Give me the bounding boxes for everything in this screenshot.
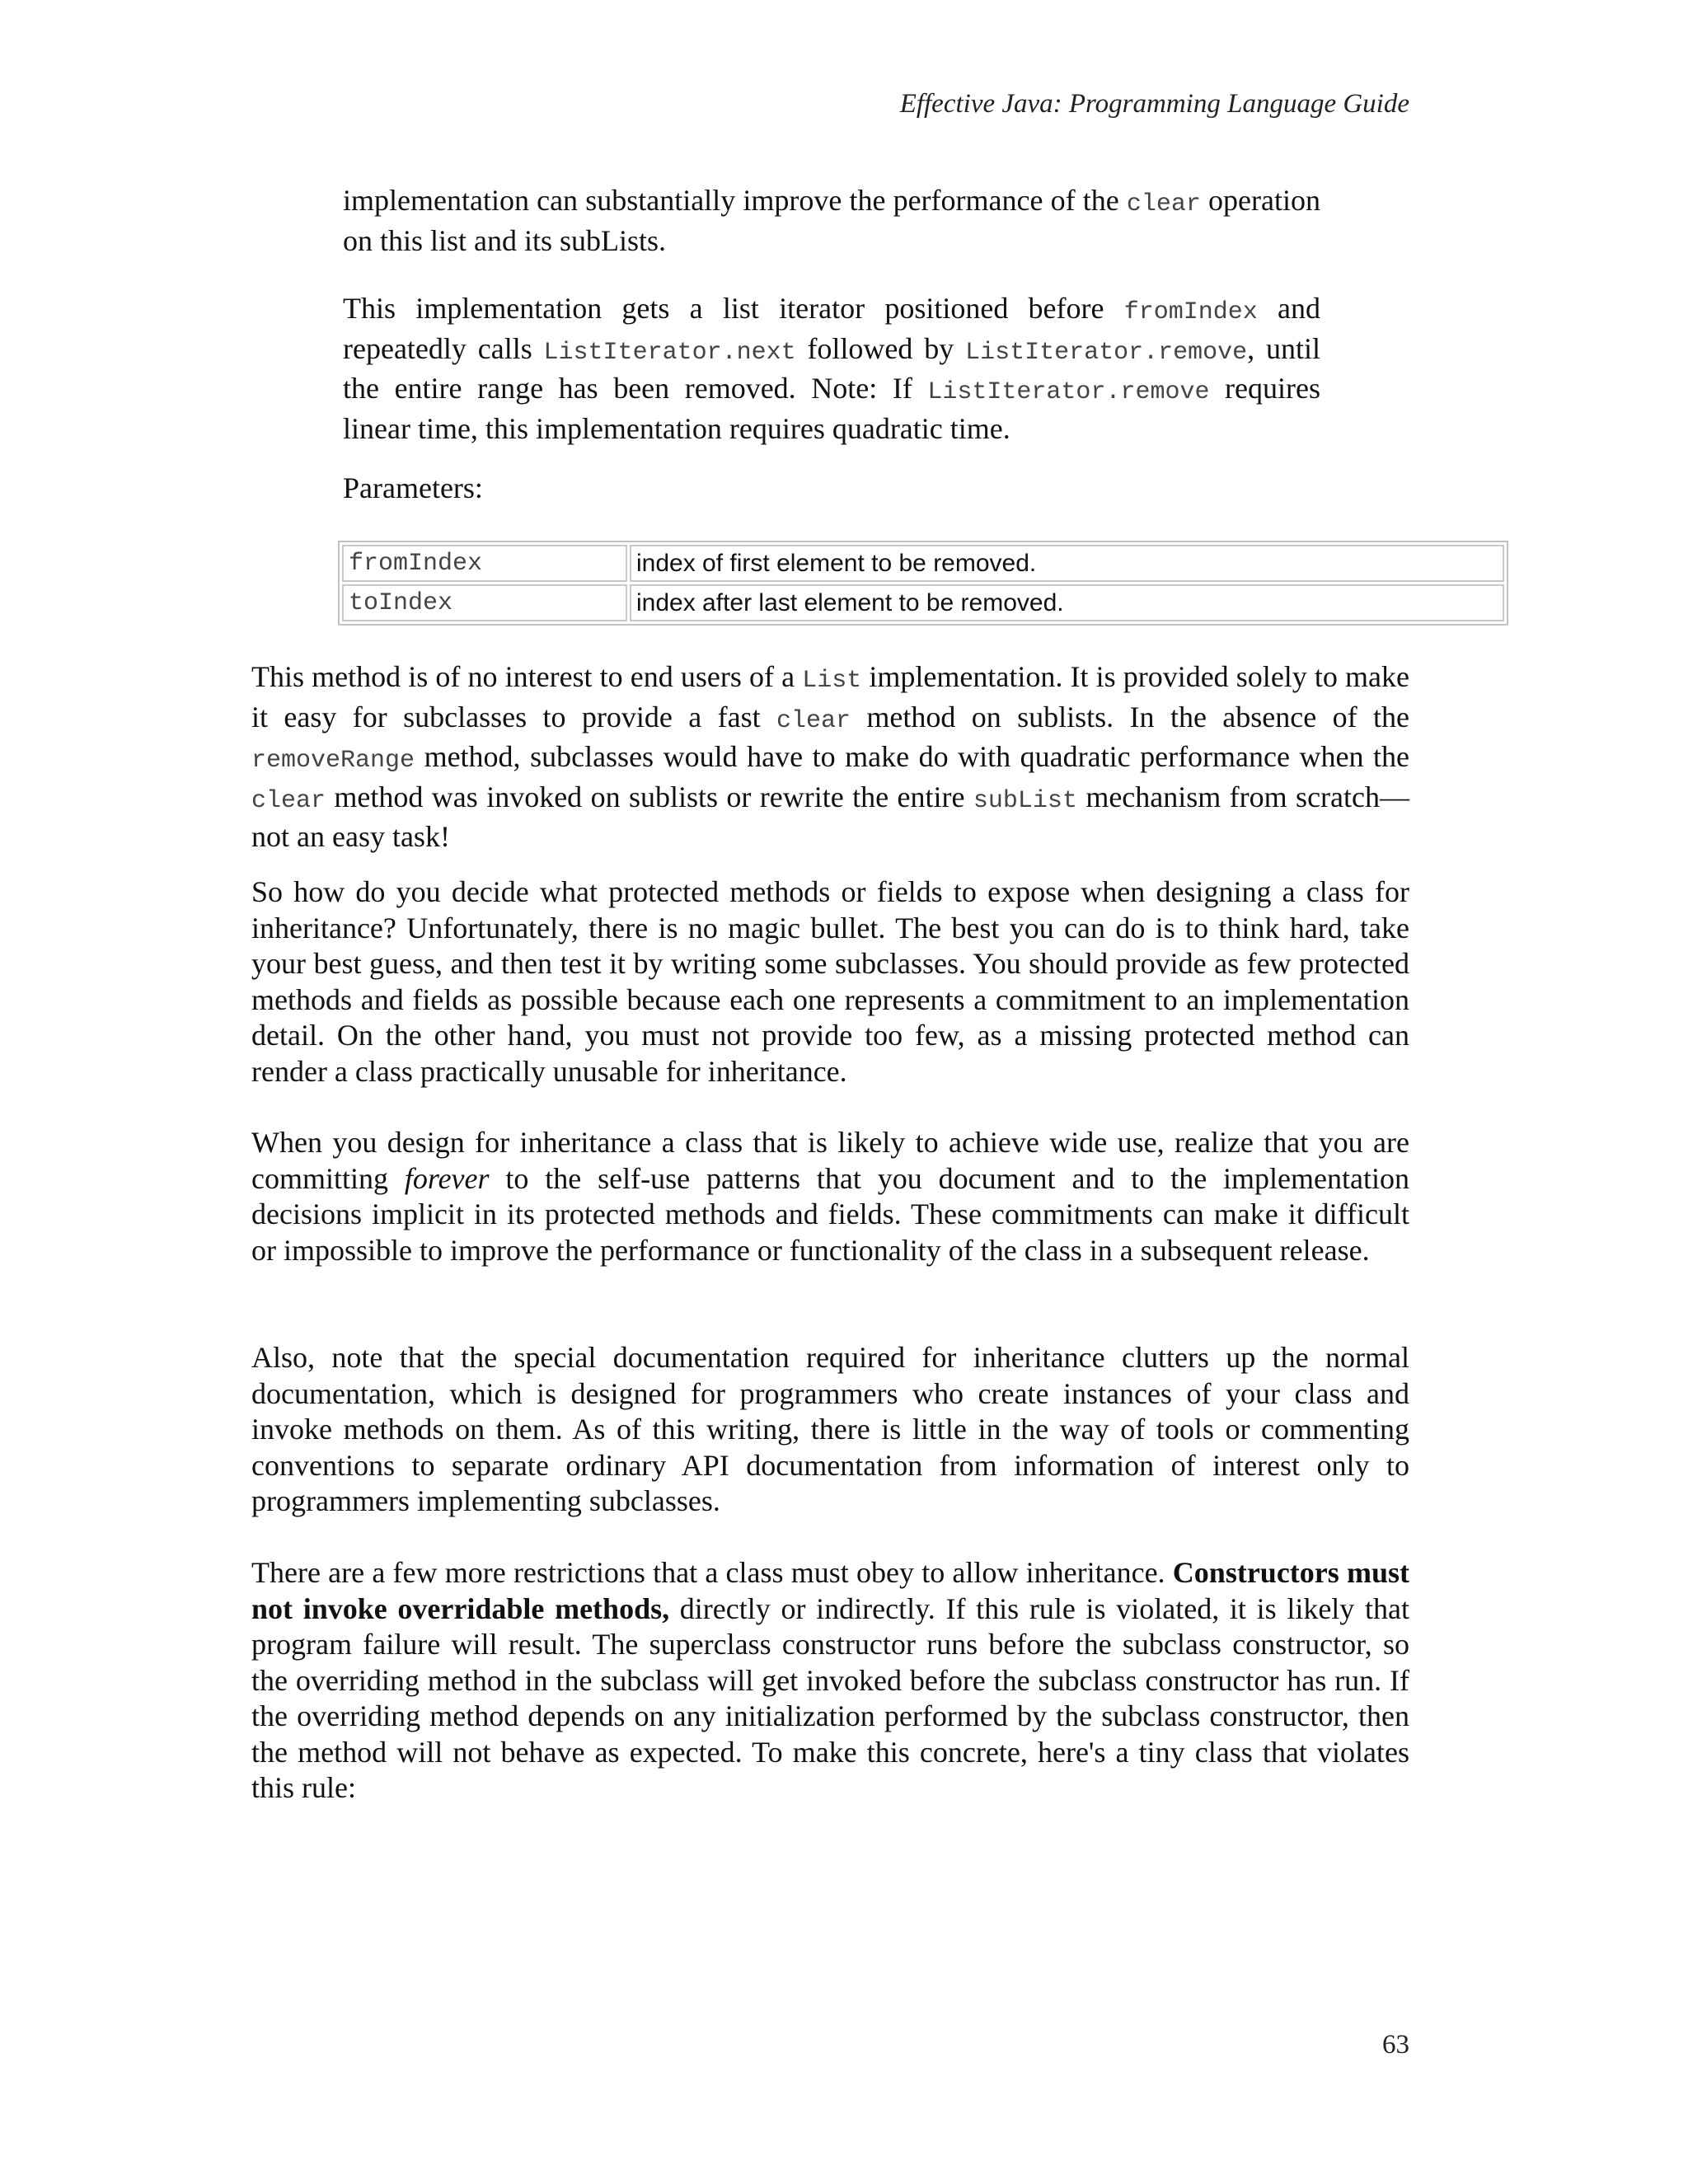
inset-paragraph-1: implementation can substantially improve the performance of the clear operation on this list and its subLists. [343, 184, 1320, 257]
running-header: Effective Java: Programming Language Guide [899, 89, 1409, 119]
parameters-table [338, 541, 1508, 626]
emphasis-forever: forever [404, 1161, 490, 1195]
code-fromindex: fromIndex [1123, 298, 1258, 326]
param-name: fromIndex [342, 545, 627, 582]
body-paragraph-1: This method is of no interest to end users of a List implementation. It is provided solely to make it easy for subclasses to provide a fast clear method on sublists. In the absence of the removeRange method, subclasses would have to make do with quadratic performance when the clear method was invoked on sublists or rewrite the entire subList mechanism from scratch—not an easy task! [251, 660, 1410, 853]
param-description: index of first element to be removed. [630, 545, 1504, 582]
code-listiterator-remove-2: ListIterator.remove [927, 378, 1210, 406]
parameters-label: Parameters: [343, 471, 483, 504]
body-paragraph-2: So how do you decide what protected methods or fields to expose when designing a class for inheritance? Unfortunately, there is no magic bullet. The best you can do is to think hard, take your best guess, and then test it by writing some subclasses. You should provide as few protected methods and fields as possible because each one represents a commitment to an implementation detail. On the other hand, you must not provide too few, as a missing protected method can render a class practically unusable for inheritance. [251, 875, 1409, 1088]
inset-paragraph-2: This implementation gets a list iterator positioned before fromIndex and repeatedly calls ListIterator.next followed by ListIterator.remove, until the entire range has been removed. Note: If ListIterator.remove requires linear time, this implementation requires quadratic time. [343, 292, 1320, 445]
code-clear: clear [251, 786, 326, 815]
page-number: 63 [1382, 2030, 1409, 2060]
body-paragraph-4: Also, note that the special documentation required for inheritance clutters up the normal documentation, which is designed for programmers who create instances of your class and invoke methods on them. As of this writing, there is little in the way of tools or commenting conventions to separate ordinary API documentation from information of interest only to programmers implementing subclasses. [251, 1341, 1409, 1517]
code-listiterator-remove: ListIterator.remove [965, 338, 1248, 367]
body-paragraph-5: There are a few more restrictions that a class must obey to allow inheritance. Constructors must not invoke overridable methods, directly or indirectly. If this rule is violated, it is likely that program failure will result. The superclass constructor runs before the subclass constructor, so the overriding method in the subclass will get invoked before the subclass constructor has run. If the overriding method depends on any initialization performed by the subclass constructor, then the method will not behave as expected. To make this concrete, here's a tiny class that violates this rule: [251, 1556, 1410, 1804]
code-sublist: subList [973, 786, 1077, 815]
param-name: toIndex [342, 584, 627, 621]
table-row [342, 545, 1504, 582]
body-paragraph-3: When you design for inheritance a class that is likely to achieve wide use, realize that you are committing forever to the self-use patterns that you document and to the implementation decisions implicit in its protected methods and fields. These commitments can make it difficult or impossible to improve the performance or functionality of the class in a subsequent release. [251, 1126, 1410, 1267]
code-clear: clear [1126, 190, 1201, 218]
code-listiterator-next: ListIterator.next [543, 338, 796, 367]
table-row [342, 584, 1504, 621]
bold-rule: Constructors must not invoke overridable methods, [251, 1556, 1410, 1625]
param-description: index after last element to be removed. [630, 584, 1504, 621]
code-list: List [802, 667, 862, 695]
code-removerange: removeRange [251, 747, 415, 775]
code-clear: clear [776, 706, 851, 735]
